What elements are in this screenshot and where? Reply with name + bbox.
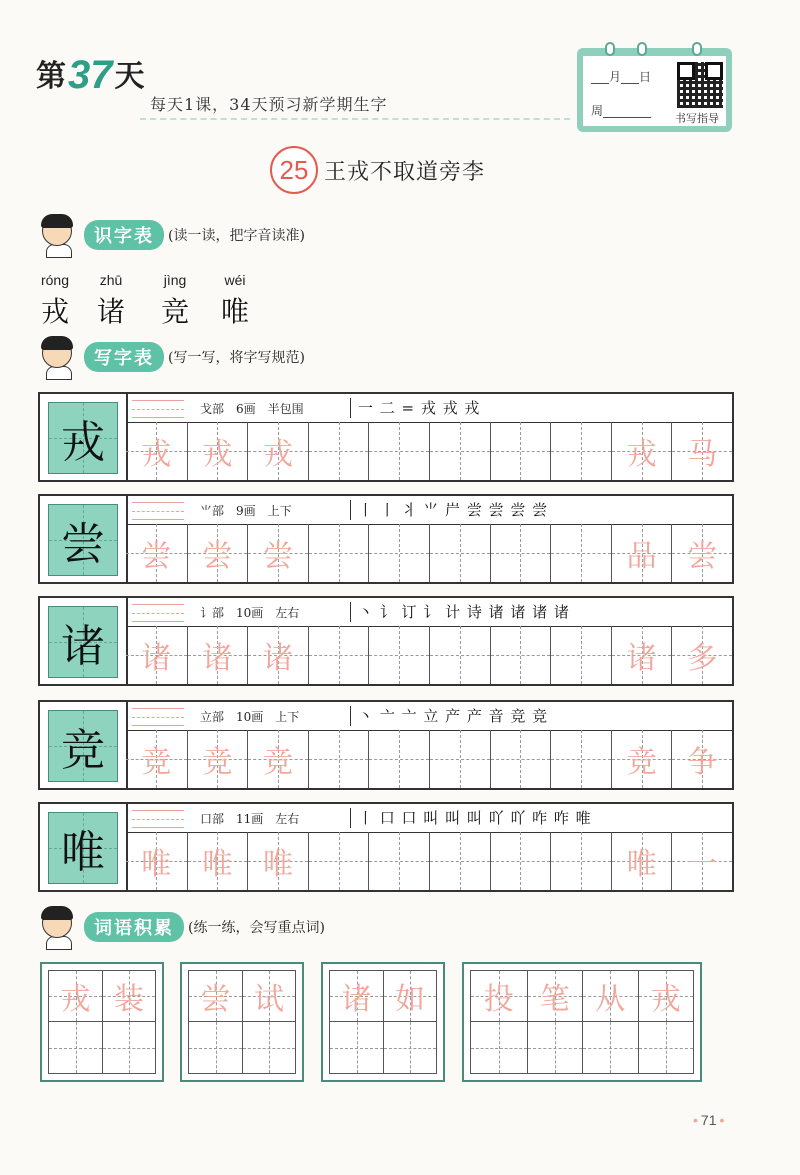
trace-character: 竞: [141, 745, 172, 780]
practice-grid: [126, 524, 732, 582]
pinyin-writing-field[interactable]: [132, 708, 184, 726]
practice-cell[interactable]: [368, 730, 429, 788]
word-cell[interactable]: [102, 971, 155, 1073]
stroke-order: 一 二 = 戎 戎 戎: [358, 399, 481, 417]
model-character: 唯: [61, 827, 105, 878]
recognize-item: [30, 272, 80, 330]
practice-cell[interactable]: [611, 422, 672, 480]
word-cell[interactable]: [330, 971, 383, 1073]
trace-character: 诸: [262, 641, 293, 676]
day-prefix: 第: [36, 59, 66, 94]
practice-cell[interactable]: [671, 832, 732, 890]
practice-cell[interactable]: [126, 422, 187, 480]
practice-cell[interactable]: [611, 626, 672, 684]
section-note: (写一写，将字写规范): [168, 350, 305, 366]
practice-cell[interactable]: [187, 626, 248, 684]
practice-cell[interactable]: [126, 524, 187, 582]
word-practice-box: [180, 962, 304, 1082]
character: 戎: [40, 295, 69, 328]
trace-character: 诸: [141, 641, 172, 676]
trace-character: 唯: [626, 847, 657, 882]
practice-cell[interactable]: [247, 832, 308, 890]
student-icon: [36, 334, 82, 380]
qr-code-icon[interactable]: [677, 62, 723, 108]
trace-character: 尝: [202, 539, 233, 574]
practice-cell[interactable]: [490, 626, 551, 684]
trace-character: 唯: [141, 847, 172, 882]
day-number: 37: [68, 53, 113, 97]
ring-icon: [692, 42, 702, 56]
trace-character: 戎: [60, 982, 91, 1017]
practice-cell[interactable]: [429, 730, 490, 788]
stroke-order: 丨 口 口 叫 叫 叫 吖 吖 咋 咋 唯: [358, 809, 592, 827]
practice-cell[interactable]: [247, 626, 308, 684]
practice-cell[interactable]: [671, 730, 732, 788]
qr-label: 书写指导: [675, 112, 719, 125]
practice-cell[interactable]: [308, 422, 369, 480]
date-card: [577, 48, 732, 132]
section-label: 识字表: [84, 220, 164, 250]
stroke-order: 丶 亠 亠 立 产 产 音 竞 竞: [358, 707, 549, 725]
trace-character: 尝: [687, 539, 718, 574]
section-label: 词语积累: [84, 912, 184, 942]
practice-cell[interactable]: [550, 422, 611, 480]
trace-character: 戎: [202, 437, 233, 472]
week-field[interactable]: 周________: [591, 104, 652, 118]
model-character-cell: [48, 812, 118, 884]
practice-cell[interactable]: [671, 422, 732, 480]
practice-cell[interactable]: [126, 832, 187, 890]
practice-cell[interactable]: [308, 524, 369, 582]
section-note: (练一练，会写重点词): [188, 920, 325, 936]
model-character-cell: [48, 606, 118, 678]
word-cell[interactable]: [638, 971, 694, 1073]
trace-character: 竞: [626, 745, 657, 780]
practice-cell[interactable]: [429, 626, 490, 684]
practice-cell[interactable]: [308, 832, 369, 890]
practice-cell[interactable]: [611, 832, 672, 890]
practice-cell[interactable]: [429, 422, 490, 480]
practice-cell[interactable]: [368, 832, 429, 890]
practice-cell[interactable]: [490, 832, 551, 890]
practice-cell[interactable]: [429, 832, 490, 890]
trace-character: 试: [254, 982, 284, 1017]
day-suffix: 天: [114, 59, 145, 94]
radical-stroke-info: 立部 10画 上下: [200, 710, 300, 724]
trace-character: 戎: [141, 437, 172, 472]
writing-row: [38, 392, 734, 482]
practice-cell[interactable]: [187, 730, 248, 788]
practice-cell[interactable]: [368, 626, 429, 684]
page-subtitle: 每天1课，34天预习新学期生字: [150, 95, 388, 114]
practice-cell[interactable]: [671, 524, 732, 582]
practice-cell[interactable]: [550, 832, 611, 890]
trace-character: 竞: [262, 745, 293, 780]
trace-character: 戎: [650, 982, 681, 1017]
trace-character: 从: [595, 982, 626, 1017]
practice-cell[interactable]: [368, 524, 429, 582]
practice-cell[interactable]: [368, 422, 429, 480]
practice-cell[interactable]: [187, 832, 248, 890]
practice-cell[interactable]: [490, 524, 551, 582]
trace-character: 装: [114, 982, 144, 1017]
trace-character: 笔: [539, 982, 570, 1017]
model-character-cell: [48, 710, 118, 782]
practice-cell[interactable]: [187, 422, 248, 480]
word-cell[interactable]: [383, 971, 436, 1073]
character: 唯: [220, 295, 249, 328]
practice-cell[interactable]: [429, 524, 490, 582]
character: 竞: [160, 295, 189, 328]
radical-stroke-info: 口部 11画 左右: [200, 812, 300, 826]
model-character: 戎: [61, 417, 105, 468]
practice-cell[interactable]: [187, 524, 248, 582]
ring-icon: [605, 42, 615, 56]
section-recognize: [36, 212, 305, 258]
practice-cell[interactable]: [550, 626, 611, 684]
pinyin-writing-field[interactable]: [132, 502, 184, 520]
word-cell[interactable]: [527, 971, 583, 1073]
practice-cell[interactable]: [490, 422, 551, 480]
trace-character: 争: [687, 745, 718, 780]
stroke-order: 丶 讠 订 讠 计 诗 诸 诸 诸 诸: [358, 603, 570, 621]
lesson-title: [270, 146, 485, 194]
trace-character: 诸: [341, 982, 372, 1017]
practice-cell[interactable]: [611, 524, 672, 582]
pinyin-writing-field[interactable]: [132, 604, 184, 622]
word-cell[interactable]: [582, 971, 638, 1073]
practice-cell[interactable]: [308, 730, 369, 788]
writing-row: [38, 596, 734, 686]
lesson-number-badge: 25: [270, 146, 318, 194]
pinyin-writing-field[interactable]: [132, 400, 184, 418]
character: 诸: [96, 295, 125, 328]
pinyin: jìng: [163, 272, 187, 288]
trace-character: 投: [483, 982, 514, 1017]
word-cell[interactable]: [49, 971, 102, 1073]
practice-cell[interactable]: [247, 524, 308, 582]
writing-row: [38, 802, 734, 892]
practice-cell[interactable]: [550, 524, 611, 582]
word-practice-box: [40, 962, 164, 1082]
date-field[interactable]: ___月___日: [591, 70, 652, 84]
pinyin: róng: [40, 272, 70, 288]
practice-grid: [126, 422, 732, 480]
trace-character: 尝: [141, 539, 172, 574]
section-words: [36, 904, 325, 950]
practice-cell[interactable]: [308, 626, 369, 684]
practice-cell[interactable]: [611, 730, 672, 788]
practice-cell[interactable]: [671, 626, 732, 684]
writing-row: [38, 494, 734, 584]
word-cell[interactable]: [471, 971, 527, 1073]
trace-character: 诸: [202, 641, 233, 676]
pinyin: zhū: [99, 272, 123, 288]
trace-character: 戎: [626, 437, 657, 472]
recognize-item: [86, 272, 136, 330]
header-divider: [140, 118, 570, 120]
radical-stroke-info: 戈部 6画 半包围: [200, 402, 304, 416]
section-write: [36, 334, 305, 380]
section-note: (读一读，把字音读准): [168, 228, 305, 244]
practice-cell[interactable]: [247, 730, 308, 788]
recognize-item: [210, 272, 260, 330]
practice-cell[interactable]: [247, 422, 308, 480]
student-icon: [36, 212, 82, 258]
student-icon: [36, 904, 82, 950]
stroke-order: 丨 丨 丬 ⺌ 屵 尝 尝 尝 尝: [358, 501, 549, 519]
ring-icon: [637, 42, 647, 56]
practice-cell[interactable]: [126, 730, 187, 788]
practice-cell[interactable]: [126, 626, 187, 684]
page-number: • 71 •: [690, 1112, 727, 1128]
recognize-item: [150, 272, 200, 330]
practice-cell[interactable]: [490, 730, 551, 788]
trace-character: 尝: [262, 539, 293, 574]
model-character: 诸: [61, 621, 105, 672]
practice-grid: [126, 832, 732, 890]
model-character-cell: [48, 402, 118, 474]
trace-character: 马: [687, 437, 718, 472]
word-practice-box: [462, 962, 702, 1082]
practice-cell[interactable]: [550, 730, 611, 788]
model-character-cell: [48, 504, 118, 576]
model-character: 竞: [61, 725, 105, 776]
trace-character: 唯: [202, 847, 233, 882]
radical-stroke-info: 讠部 10画 左右: [200, 606, 300, 620]
pinyin: wéi: [224, 272, 246, 288]
trace-character: 诸: [626, 641, 657, 676]
practice-grid: [126, 626, 732, 684]
lesson-name: 王戎不取道旁李: [324, 159, 486, 185]
day-header: [36, 53, 145, 97]
word-cell[interactable]: [189, 971, 242, 1073]
trace-character: 一: [687, 847, 718, 882]
trace-character: 戎: [262, 437, 293, 472]
writing-row: [38, 700, 734, 790]
trace-character: 品: [626, 539, 657, 574]
word-cell[interactable]: [242, 971, 295, 1073]
pinyin-writing-field[interactable]: [132, 810, 184, 828]
section-label: 写字表: [84, 342, 164, 372]
trace-character: 如: [395, 982, 425, 1017]
word-practice-box: [321, 962, 445, 1082]
trace-character: 竞: [202, 745, 233, 780]
trace-character: 唯: [262, 847, 293, 882]
model-character: 尝: [61, 519, 105, 570]
radical-stroke-info: ⺌部 9画 上下: [200, 504, 292, 518]
trace-character: 多: [687, 641, 718, 676]
trace-character: 尝: [200, 982, 231, 1017]
practice-grid: [126, 730, 732, 788]
